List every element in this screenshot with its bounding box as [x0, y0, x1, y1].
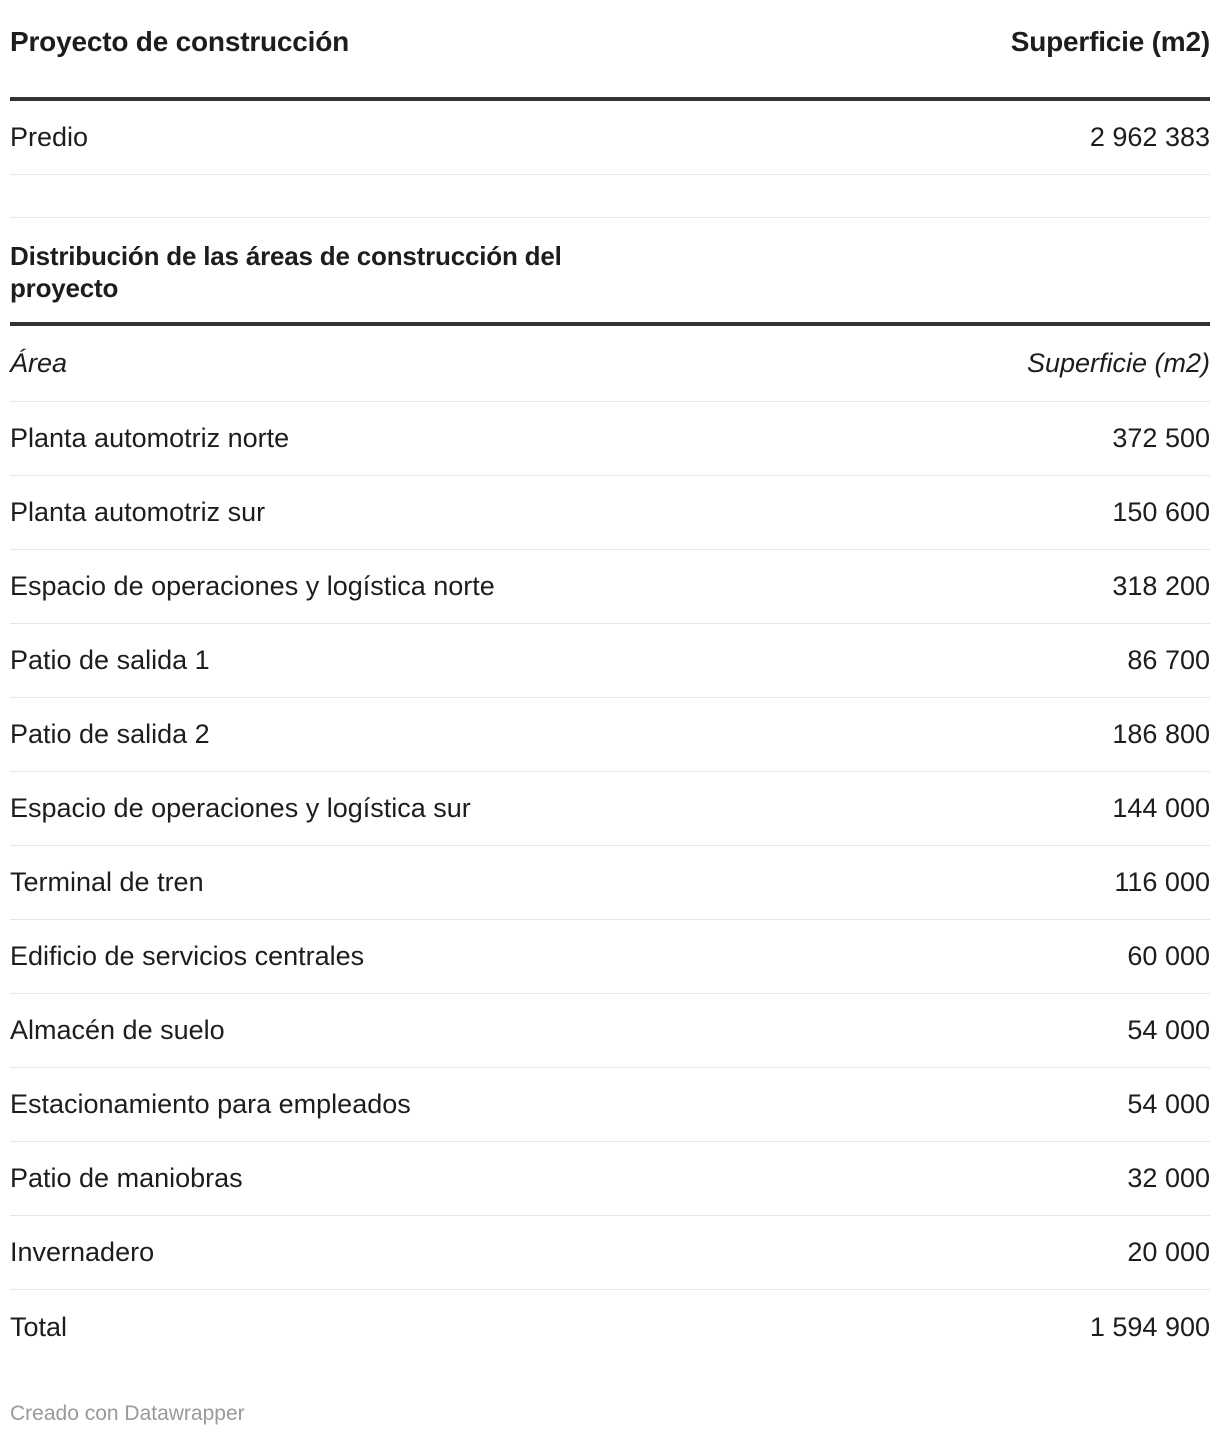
- total-label: Total: [10, 1311, 68, 1342]
- total-value: 1 594 900: [1089, 1311, 1210, 1342]
- table-row: [10, 1216, 1210, 1290]
- column-header-project: Proyecto de construcción: [10, 26, 350, 57]
- section-title-text: Distribución de las áreas de construcción del proyecto: [10, 241, 562, 303]
- row-value: 116 000: [1114, 867, 1210, 897]
- row-label: Espacio de operaciones y logística sur: [10, 793, 471, 823]
- row-label: Patio de maniobras: [10, 1163, 243, 1193]
- row-value: 20 000: [1127, 1237, 1210, 1267]
- table-row: [10, 402, 1210, 476]
- row-value: 54 000: [1127, 1015, 1210, 1045]
- row-value: 32 000: [1127, 1163, 1210, 1193]
- table-row: [10, 1068, 1210, 1142]
- credit-footer[interactable]: Creado con Datawrapper: [10, 1402, 245, 1425]
- table-row: [10, 101, 1210, 175]
- row-value: 60 000: [1127, 941, 1210, 971]
- table-header: [10, 0, 1210, 101]
- row-label: Patio de salida 1: [10, 645, 210, 675]
- row-label: Edificio de servicios centrales: [10, 941, 365, 971]
- row-value: 144 000: [1112, 793, 1210, 823]
- spacer-row: [10, 175, 1210, 218]
- row-value: 186 800: [1112, 719, 1210, 749]
- row-label: Planta automotriz norte: [10, 423, 290, 453]
- row-value: 2 962 383: [1089, 122, 1210, 152]
- table-row: [10, 846, 1210, 920]
- column-header-surface-m2: Superficie (m2): [1026, 348, 1210, 378]
- row-label: Patio de salida 2: [10, 719, 210, 749]
- row-value: 150 600: [1112, 497, 1210, 527]
- section-title: [10, 218, 1210, 326]
- column-subheader: [10, 326, 1210, 402]
- table-row: [10, 698, 1210, 772]
- total-row: [10, 1290, 1210, 1364]
- row-label: Almacén de suelo: [10, 1015, 225, 1045]
- row-label: Invernadero: [10, 1237, 155, 1267]
- row-value: 318 200: [1112, 571, 1210, 601]
- column-header-area: Área: [10, 348, 68, 378]
- row-label: Estacionamiento para empleados: [10, 1089, 411, 1119]
- row-label: Planta automotriz sur: [10, 497, 266, 527]
- column-header-surface: Superficie (m2): [1010, 26, 1210, 57]
- table-row: [10, 550, 1210, 624]
- row-label: Terminal de tren: [10, 867, 204, 897]
- row-value: 372 500: [1112, 423, 1210, 453]
- table-row: [10, 476, 1210, 550]
- datawrapper-table: [10, 0, 1210, 1364]
- table-row: [10, 994, 1210, 1068]
- table-row: [10, 1142, 1210, 1216]
- table-row: [10, 772, 1210, 846]
- row-label: Espacio de operaciones y logística norte: [10, 571, 495, 601]
- row-value: 54 000: [1127, 1089, 1210, 1119]
- table-row: [10, 920, 1210, 994]
- table-row: [10, 624, 1210, 698]
- row-value: 86 700: [1127, 645, 1210, 675]
- row-label: Predio: [10, 122, 89, 152]
